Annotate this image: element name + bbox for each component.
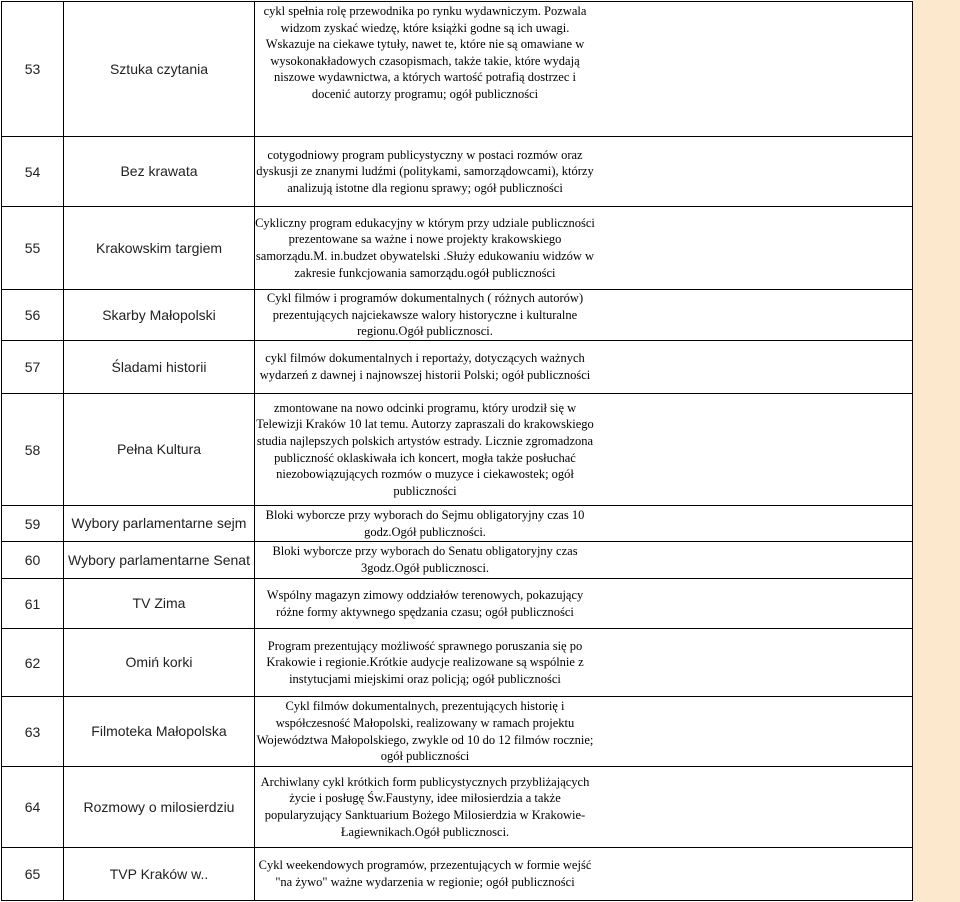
program-description: cykl filmów dokumentalnych i reportaży, dotyczących ważnych wydarzeń z dawnej i najnowszej historii Polski; ogół publiczności [259,351,591,382]
program-title: Śladami historii [64,341,255,394]
program-description: zmontowane na nowo odcinki programu, który urodził się w Telewizji Kraków 10 lat temu. Autorzy zapraszali do krakowskiego studia najlepszych polskich artystów estrady. Licznie zgromadzona publiczność oklaskiwała ich koncert, mogła także posłuchać niezobowiązujących rozmów o muzyce i ciekawostek; ogół publiczności [256,400,594,498]
program-description: Cykl filmów i programów dokumentalnych ( różnych autorów) prezentujących najciekawsze walory historyczne i kulturalne regionu.Ogół publicznosci. [266,291,584,339]
row-number: 59 [2,506,64,542]
row-number: 57 [2,341,64,394]
row-number: 54 [2,137,64,207]
program-title: TVP Kraków w.. [64,848,255,901]
program-title: Pełna Kultura [64,394,255,506]
table-row [2,290,913,341]
table-row [2,394,913,506]
program-title: Wybory parlamentarne Senat [64,542,255,579]
program-title: Bez krawata [64,137,255,207]
row-number: 64 [2,767,64,848]
row-number: 55 [2,207,64,290]
program-description: Bloki wyborcze przy wyborach do Sejmu obligatoryjny czas 10 godz.Ogół publiczności. [265,507,585,539]
table-row [2,2,913,137]
row-number: 56 [2,290,64,341]
program-description: Archiwlany cykl krótkich form publicystycznych przybliżających życie i posługę Św.Faustyny, idee miłosierdzia a także popularyzujący Sanktuarium Bożego Milosierdzia w Krakowie-Łagiewnikach.Ogół publicznosci. [260,774,590,839]
program-description: cykl spełnia rolę przewodnika po rynku wydawniczym. Pozwala widzom zyskać wiedzę, które książki godne są ich uwagi. Wskazuje na ciekawe tytuły, nawet te, które nie są omawiane w wysokonakładowych czasopismach, także takie, które wydają niszowe wydawnictwa, a których wartość potrafią dostrzec i docenić autorzy programu; ogół publiczności [263,4,587,101]
table-row [2,542,913,579]
row-number: 53 [2,2,64,137]
program-title: Skarby Małopolski [64,290,255,341]
row-number: 65 [2,848,64,901]
program-description: Program prezentujący możliwość sprawnego poruszania się po Krakowie i regionie.Krótkie audycje realizowane są wspólnie z instytucjami miejskimi oraz policją; ogół publiczności [266,638,584,686]
program-description: Wspólny magazyn zimowy oddziałów terenowych, pokazujący różne formy aktywnego spędzania czasu; ogół publiczności [266,587,584,619]
row-number: 62 [2,629,64,697]
program-title: Omiń korki [64,629,255,697]
table-row [2,341,913,394]
row-number: 63 [2,697,64,767]
program-title: Filmoteka Małopolska [64,697,255,767]
program-title: Rozmowy o milosierdziu [64,767,255,848]
highlight-column [913,0,960,902]
program-title: TV Zima [64,579,255,629]
table-row [2,629,913,697]
table-row [2,137,913,207]
program-title: Wybory parlamentarne sejm [64,506,255,542]
table-row [2,207,913,290]
table-row [2,579,913,629]
program-table [1,1,913,901]
program-description: Cykliczny program edukacyjny w którym przy udziale publiczności prezentowane sa ważne i nowe projekty krakowskiego samorządu.M. in.budzet obywatelski .Służy edukowaniu widzów w zakresie funkcjowania samorządu.ogół publiczności [255,215,595,280]
table-row [2,697,913,767]
program-description: Bloki wyborcze przy wyborach do Senatu obligatoryjny czas 3godz.Ogół publicznosci. [272,544,578,575]
table-row [2,848,913,901]
program-description: Cykl filmów dokumentalnych, prezentujących historię i współczesność Małopolski, realizowany w ramach projektu Województwa Małopolskiego, zwykle od 10 do 12 filmów rocznie; ogół publiczności [256,699,594,764]
program-title: Krakowskim targiem [64,207,255,290]
row-number: 61 [2,579,64,629]
table-row [2,506,913,542]
program-description: cotygodniowy program publicystyczny w postaci rozmów oraz dyskusji ze znanymi ludźmi (politykami, samorządowcami), którzy analizują istotne dla regionu sprawy; ogół publiczności [256,147,594,195]
program-title: Sztuka czytania [64,2,255,137]
row-number: 60 [2,542,64,579]
table-row [2,767,913,848]
program-description: Cykl weekendowych programów, przezentujących w formie wejść "na żywo" ważne wydarzenia w regionie; ogół publiczności [258,858,592,889]
row-number: 58 [2,394,64,506]
